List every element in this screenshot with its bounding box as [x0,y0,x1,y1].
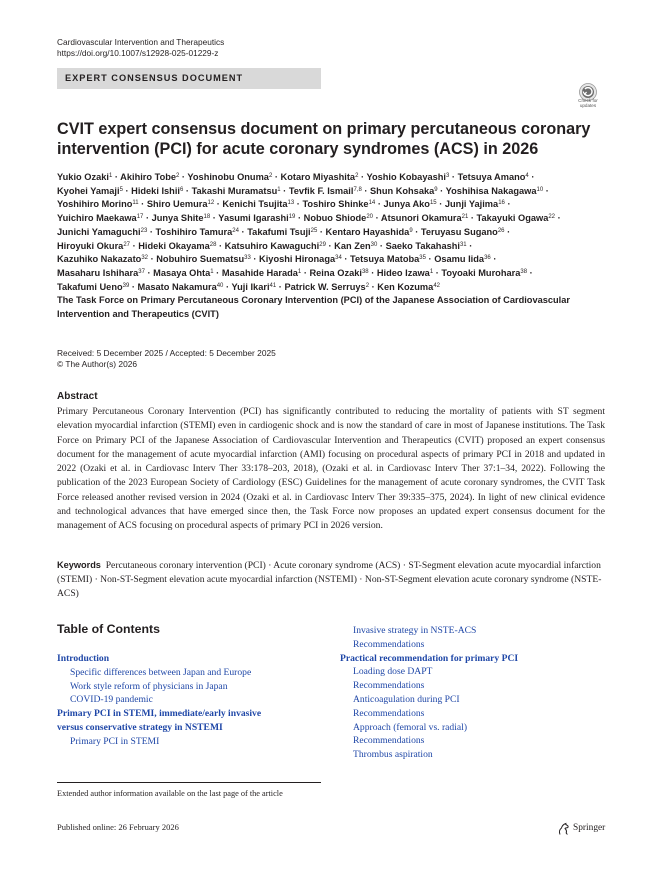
author-affiliation: 17 [136,214,144,221]
toc-link[interactable]: Anticoagulation during PCI [353,693,460,705]
toc-link[interactable]: Invasive strategy in NSTE-ACS [353,625,477,636]
author-list [57,171,613,322]
author-affiliation: 2 [268,173,273,179]
author-name[interactable]: Masahide Harada [221,267,298,278]
author-name[interactable]: Hideki Okayama [138,240,210,251]
author-name[interactable]: Takayuki Ogawa [476,213,549,224]
author-affiliation: 9 [434,186,438,193]
author-affiliation: 22 [548,214,556,221]
author-name[interactable]: Tetsuya Amano [457,172,526,182]
author-name[interactable]: Nobuhiro Suematsu [156,254,245,265]
author-line: Junichi Yamaguchi$^{23}$ · Toshihiro Tamura$^{24}$ · Takafumi Tsuji$^{25}$ · Kentaro Hayashida$^9$ · Teruyasu Sugano$^{26}$ · [57,226,511,237]
keywords-text: Percutaneous coronary intervention (PCI) · Acute coronary syndrome (ACS) · ST-Segment elevation acute myocardial infarction (STEMI) · Non-ST-Segment elevation acute myocardial infarction (NSTEMI) · Non-ST-Segment elevation acute coronary syndrome (NSTE-ACS) [57,560,602,599]
author-name[interactable]: Kentaro Hayashida [325,226,410,237]
toc-link[interactable]: COVID-19 pandemic [70,694,153,706]
author-affiliation: 41 [269,282,277,289]
toc-link[interactable]: Introduction [57,653,110,664]
author-affiliation: 37 [138,268,145,275]
article-type-label: EXPERT CONSENSUS DOCUMENT [65,73,244,83]
author-name[interactable]: Toshihiro Tamura [155,226,233,237]
author-name[interactable]: Ken Kozuma [377,281,434,292]
author-affiliation: 16 [498,200,505,207]
journal-name: Cardiovascular Intervention and Therapeutics [57,37,225,47]
author-name[interactable]: Yasumi Igarashi [218,213,289,224]
toc-link[interactable]: Practical recommendation for primary PCI [340,652,519,664]
author-name[interactable]: Takafumi Tsuji [247,226,311,237]
author-affiliation: 35 [419,255,426,262]
author-name[interactable]: Shun Kohsaka [370,185,435,196]
keywords-label: Keywords [57,560,101,570]
toc-heading: Table of Contents [57,622,160,636]
toc-link[interactable]: Primary PCI in STEMI, immediate/early invasive [57,708,262,720]
keywords [57,559,605,600]
author-line: Kyohei Yamaji$^5$ · Hideki Ishii$^6$ · Takashi Muramatsu$^1$ · Tevfik F. Ismail$^{7,8}$ · Shun Kohsaka$^9$ · Yoshihisa Nakagawa$^{10}$ · [57,185,549,196]
journal-doi[interactable]: https://doi.org/10.1007/s12928-025-01229-z [57,48,219,58]
author-name[interactable]: Reina Ozaki [309,267,362,278]
author-name[interactable]: Toshiro Shinke [302,199,369,210]
author-affiliation: 19 [288,214,296,221]
published-date: Published online: 26 February 2026 [57,822,179,832]
author-name[interactable]: Yoshio Kobayashi [366,172,446,182]
author-name[interactable]: Kyohei Yamaji [57,185,120,196]
author-affiliation: 24 [232,227,239,234]
author-name[interactable]: Katsuhiro Kawaguchi [224,240,320,251]
toc-link[interactable]: Recommendations [353,735,425,747]
author-name[interactable]: Osamu Iida [434,254,485,265]
author-affiliation: 36 [484,255,491,262]
author-name[interactable]: Yoshihiro Morino [57,199,133,210]
author-affiliation: 31 [459,241,467,248]
author-name[interactable]: Junji Yajima [444,199,499,210]
author-name[interactable]: Kan Zen [334,240,371,251]
received-accepted: Received: 5 December 2025 / Accepted: 5 December 2025 [57,348,276,358]
toc-link[interactable]: Approach (femoral vs. radial) [353,721,468,733]
author-affiliation: 13 [287,200,295,207]
author-name[interactable]: Kenichi Tsujita [222,199,288,210]
toc-link[interactable]: Loading dose DAPT [353,666,433,678]
author-name[interactable]: Kazuhiko Nakazato [57,254,142,265]
author-affiliation: 14 [368,200,376,207]
author-affiliation: 2 [355,173,359,179]
footnote-divider [57,782,321,783]
author-affiliation: 15 [429,200,437,207]
copyright: © The Author(s) 2026 [57,359,138,369]
author-affiliation: 9 [409,227,413,234]
author-affiliation: 23 [140,227,148,234]
author-name[interactable]: Junya Ako [383,199,430,210]
author-name[interactable]: Patrick W. Serruys [284,281,366,292]
author-name[interactable]: Junichi Yamaguchi [57,226,141,237]
author-name[interactable]: Hideo Izawa [376,267,430,278]
toc-link[interactable]: versus conservative strategy in NSTEMI [57,721,223,733]
author-affiliation: 39 [122,282,130,289]
toc-link[interactable]: Recommendations [353,680,425,692]
author-affiliation: 11 [132,200,139,207]
author-name[interactable]: Kotaro Miyashita [280,172,356,182]
author-affiliation: 1 [277,186,281,193]
author-affiliation: 40 [216,282,224,289]
author-affiliation: 2 [365,282,370,289]
author-affiliation: 1 [429,268,434,275]
author-affiliation: 25 [310,227,318,234]
author-line: Masaharu Ishihara$^{37}$ · Masaya Ohta$^1$ · Masahide Harada$^1$ · Reina Ozaki$^{38}$ · Hideo Izawa$^1$ · Toyoaki Murohara$^{38}$ · [57,267,533,278]
author-affiliation: 21 [461,214,469,221]
toc-link[interactable]: Thrombus aspiration [353,749,433,761]
author-name[interactable]: Atsunori Okamura [380,213,462,224]
footnote: Extended author information available on the last page of the article [57,789,283,798]
toc-link[interactable]: Primary PCI in STEMI [70,735,160,747]
springer-horse-icon [557,822,570,836]
abstract-heading: Abstract [57,391,98,402]
author-name[interactable]: Takafumi Ueno [57,281,123,292]
author-line: Yuichiro Maekawa$^{17}$ · Junya Shite$^{18}$ · Yasumi Igarashi$^{19}$ · Nobuo Shiode$^{20}$ · Atsunori Okamura$^{21}$ · Takayuki Ogawa$^{22}$ · [57,213,561,224]
author-name[interactable]: Junya Shite [151,213,204,224]
author-name[interactable]: Masaya Ohta [153,267,211,278]
author-affiliation: 33 [244,255,251,262]
author-affiliation: 42 [433,282,440,289]
author-affiliation: 18 [203,214,211,221]
author-line: Hiroyuki Okura$^{27}$ · Hideki Okayama$^{28}$ · Katsuhiro Kawaguchi$^{29}$ · Kan Zen$^{30}$ · Saeko Takahashi$^{31}$ · [57,240,473,251]
check-for-updates-caption: Check for updates [578,98,598,108]
author-affiliation: 20 [366,214,374,221]
author-name[interactable]: Yoshinobu Onuma [187,172,269,182]
toc-link[interactable]: Work style reform of physicians in Japan [70,680,228,692]
toc-link[interactable]: Specific differences between Japan and Europe [70,666,252,678]
journal-header [57,37,224,59]
author-name[interactable]: Takashi Muramatsu [191,185,278,196]
author-affiliation: 29 [319,241,326,248]
author-name[interactable]: Kiyoshi Hironaga [259,254,336,265]
toc-link[interactable]: Recommendations [353,707,425,719]
toc-right-column [340,624,518,762]
author-name[interactable]: Toyoaki Murohara [441,267,521,278]
author-affiliation: 3 [445,173,450,179]
article-type-banner [57,68,321,89]
author-name[interactable]: Tetsuya Matoba [350,254,420,265]
author-line: Takafumi Ueno$^{39}$ · Masato Nakamura$^{40}$ · Yuji Ikari$^{41}$ · Patrick W. Serruys$^2$ · Ken Kozuma$^{42}$ [57,281,440,292]
author-line: Yukio Ozaki$^1$ · Akihiro Tobe$^2$ · Yoshinobu Onuma$^2$ · Kotaro Miyashita$^2$ · Yoshio Kobayashi$^3$ · Tetsuya Amano$^4$ · [57,172,535,182]
author-affiliation: 12 [207,200,215,207]
author-line: Yoshihiro Morino$^{11}$ · Shiro Uemura$^{12}$ · Kenichi Tsujita$^{13}$ · Toshiro Shinke$^{14}$ · Junya Ako$^{15}$ · Junji Yajima$^{16}$ · [57,199,511,210]
author-affiliation: 10 [536,186,544,193]
author-name[interactable]: Masato Nakamura [137,281,217,292]
author-name[interactable]: Shiro Uemura [146,199,208,210]
author-affiliation: 5 [119,186,123,193]
author-affiliation: 7,8 [353,186,362,193]
task-force-line: Intervention and Therapeutics (CVIT) [57,309,219,320]
author-affiliation: 38 [361,268,369,275]
author-name[interactable]: Akihiro Tobe [120,172,177,182]
task-force-line: The Task Force on Primary Percutaneous Coronary Intervention (PCI) of the Japanese Association of Cardiovascular [57,295,570,306]
author-name[interactable]: Hiroyuki Okura [57,240,124,251]
publisher-name: Springer [573,823,606,833]
author-affiliation: 1 [210,268,214,275]
author-affiliation: 1 [108,173,113,179]
author-line: Kazuhiko Nakazato$^{32}$ · Nobuhiro Suematsu$^{33}$ · Kiyoshi Hironaga$^{34}$ · Tetsuya Matoba$^{35}$ · Osamu Iida$^{36}$ · [57,254,497,265]
author-affiliation: 34 [335,255,342,262]
author-name[interactable]: Yukio Ozaki [57,172,109,182]
author-affiliation: 27 [123,241,131,248]
author-name[interactable]: Yuichiro Maekawa [57,213,137,224]
author-affiliation: 6 [179,186,184,193]
title-line: intervention (PCI) for acute coronary syndromes (ACS) in 2026 [57,140,539,158]
author-affiliation: 30 [370,241,378,248]
article-title [57,119,597,159]
author-affiliation: 26 [497,227,505,234]
author-name[interactable]: Yuji Ikari [231,281,270,292]
author-name[interactable]: Teruyasu Sugano [420,226,498,237]
article-dates [57,348,276,370]
author-name[interactable]: Nobuo Shiode [303,213,367,224]
author-name[interactable]: Tevfik F. Ismail [288,185,354,196]
author-affiliation: 28 [209,241,217,248]
author-affiliation: 2 [176,173,180,179]
title-line: CVIT expert consensus document on primary percutaneous coronary [57,120,591,138]
author-affiliation: 32 [141,255,148,262]
toc-left-column [57,652,261,749]
author-name[interactable]: Hideki Ishii [131,185,180,196]
author-affiliation: 4 [525,173,529,179]
author-name[interactable]: Yoshihisa Nakagawa [445,185,537,196]
author-affiliation: 1 [297,268,302,275]
author-name[interactable]: Saeko Takahashi [385,240,460,251]
author-affiliation: 38 [520,268,528,275]
toc-link[interactable]: Recommendations [353,638,425,650]
author-name[interactable]: Masaharu Ishihara [57,267,139,278]
abstract-text: Primary Percutaneous Coronary Intervention (PCI) has significantly contributed to reducing the mortality of patients with ST segment elevation myocardial infarction (STEMI) even in cardiogenic shock and is now the standard of care in most of Japanese institutions. The Task Force on Primary PCI of the Japanese Association of Cardiovascular Intervention and Therapeutics (CVIT) proposed an expert consensus document for the management of acute myocardial infarction (AMI) focusing on procedural aspects of primary PCI in 2018 and updated in 2022 (Ozaki et al. in Cardiovasc Interv Ther 33:178–203, 2018), (Ozaki et al. in Cardiovasc Interv Ther 37:1–34, 2022). Following the publication of the 2023 European Society of Cardiology (ESC) Guidelines for the management of acute coronary syndromes, the CVIT Task Force released another revised version in 2024 (Ozaki et al. in Cardiovasc Interv Ther 39:335–375, 2024). In light of new clinical evidence and technological advances that have emerged since then, the Task Force now proposes an updated expert consensus document for the management of ACS focusing on procedural aspects of primary PCI in 2026 version. [57,406,605,532]
